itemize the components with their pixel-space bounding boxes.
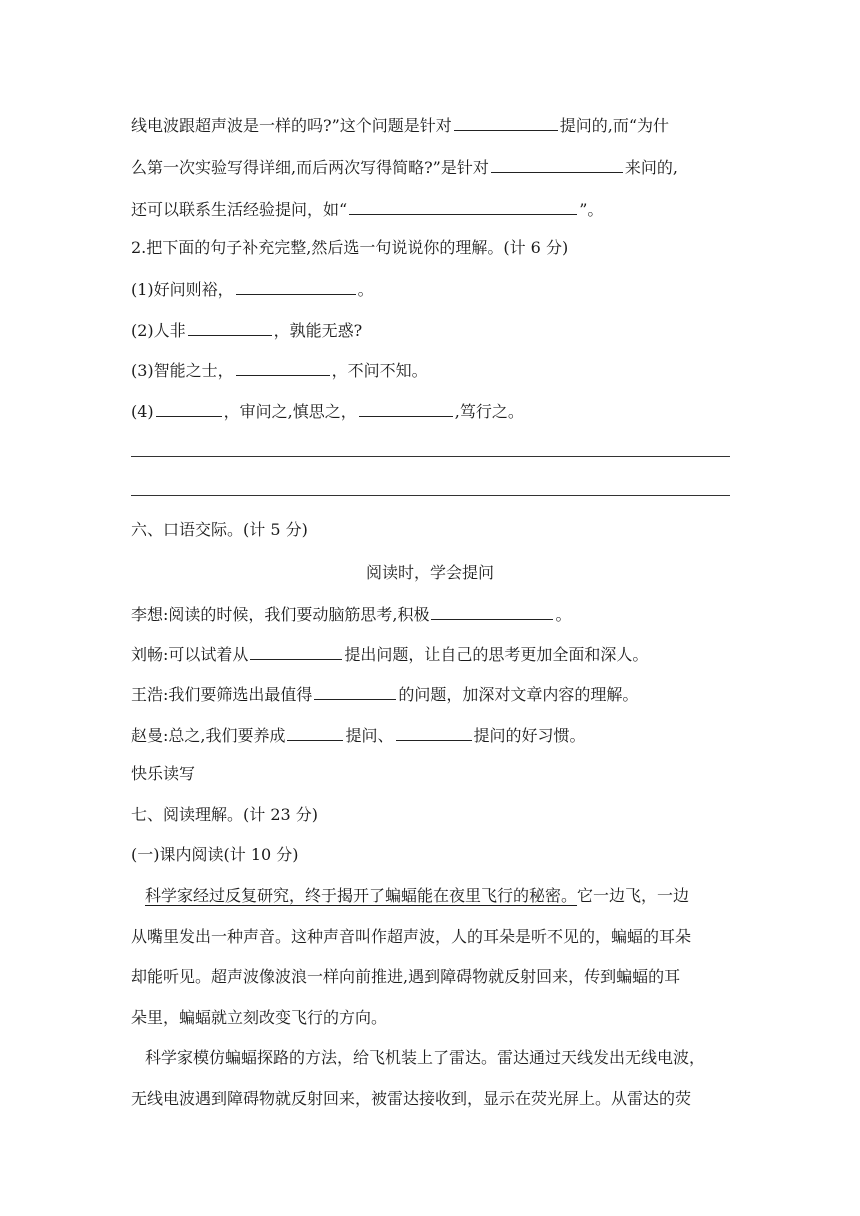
dialogue-zhao [131,722,729,746]
dialogue-text: 王浩:我们要筛选出最值得 [131,685,313,704]
sentence-text: ，审问之,慎思之， [223,402,357,421]
dialogue-liu [131,641,729,665]
dialogue-text: 。 [555,605,572,624]
intro-text: 么第一次实验写得详细,而后两次写得简略?”是针对 [131,158,489,177]
intro-text: 提问的,而“为什 [559,116,670,135]
sentence-text: ，孰能无惑? [273,321,363,340]
passage-line [131,884,729,908]
passage-text: 它一边飞，一边 [577,886,690,905]
intro-line-3 [131,196,729,220]
underlined-sentence: 科学家经过反复研究，终于揭开了蝙蝠能在夜里飞行的秘密。 [145,886,578,905]
answer-blank[interactable] [188,317,272,336]
passage-line: 却能听见。超声波像波浪一样向前推进,遇到障碍物就反射回来，传到蝙蝠的耳 [131,967,681,986]
answer-blank[interactable] [359,398,453,417]
intro-line-1 [131,112,729,136]
intro-line-2 [131,154,729,178]
sentence-1 [131,276,729,300]
passage-line: 科学家模仿蝙蝠探路的方法，给飞机装上了雷达。雷达通过天线发出无线电波， [145,1048,706,1067]
answer-blank[interactable] [491,154,623,173]
dialogue-text: 提问、 [345,726,394,745]
sentence-text: (4) [131,402,154,421]
dialogue-text: 李想:阅读的时候，我们要动脑筋思考,积极 [131,605,430,624]
dialogue-wang [131,681,729,705]
sentence-text: (1)好问则裕， [131,280,234,299]
dialogue-li [131,601,729,625]
section-7-title: 七、阅读理解。(计 23 分) [131,805,319,824]
answer-blank[interactable] [287,722,343,741]
section-7-subtitle: (一)课内阅读(计 10 分) [131,845,299,864]
intro-text: 来问的, [624,158,678,177]
answer-blank[interactable] [314,681,396,700]
intro-text: 还可以联系生活经验提问，如“ [131,200,348,219]
answer-line[interactable] [131,495,730,496]
passage-line: 朵里，蝙蝠就立刻改变飞行的方向。 [131,1008,388,1027]
answer-blank[interactable] [236,357,330,376]
sentence-4 [131,398,729,422]
question-2-title: 2.把下面的句子补充完整,然后选一句说说你的理解。(计 6 分) [131,238,569,257]
sentence-3 [131,357,729,381]
answer-blank[interactable] [396,722,472,741]
passage-line: 从嘴里发出一种声音。这种声音叫作超声波，人的耳朵是听不见的，蝙蝠的耳朵 [131,927,692,946]
answer-blank[interactable] [250,641,342,660]
intro-text: 线电波跟超声波是一样的吗?”这个问题是针对 [131,116,452,135]
answer-blank[interactable] [236,276,356,295]
happy-reading-heading: 快乐读写 [131,764,196,783]
dialogue-text: 的问题，加深对文章内容的理解。 [398,685,639,704]
dialogue-text: 刘畅:可以试着从 [131,645,249,664]
answer-blank[interactable] [431,601,553,620]
section-6-title: 六、口语交际。(计 5 分) [131,520,308,539]
dialogue-text: 提出问题，让自己的思考更加全面和深人。 [344,645,649,664]
dialogue-text: 赵曼:总之,我们要养成 [131,726,286,745]
intro-text: ”。 [579,200,604,219]
section-6-subtitle: 阅读时，学会提问 [365,563,494,582]
answer-blank[interactable] [454,112,558,131]
sentence-2 [131,317,729,341]
passage-line: 无线电波遇到障碍物就反射回来，被雷达接收到，显示在荧光屏上。从雷达的荧 [131,1089,692,1108]
sentence-text: ，不问不知。 [331,361,428,380]
sentence-text: (3)智能之士， [131,361,234,380]
sentence-text: 。 [357,280,374,299]
sentence-text: ,笃行之。 [454,402,524,421]
answer-blank[interactable] [156,398,222,417]
sentence-text: (2)人非 [131,321,186,340]
answer-blank[interactable] [349,196,577,215]
answer-line[interactable] [131,456,730,457]
dialogue-text: 提问的好习惯。 [473,726,586,745]
